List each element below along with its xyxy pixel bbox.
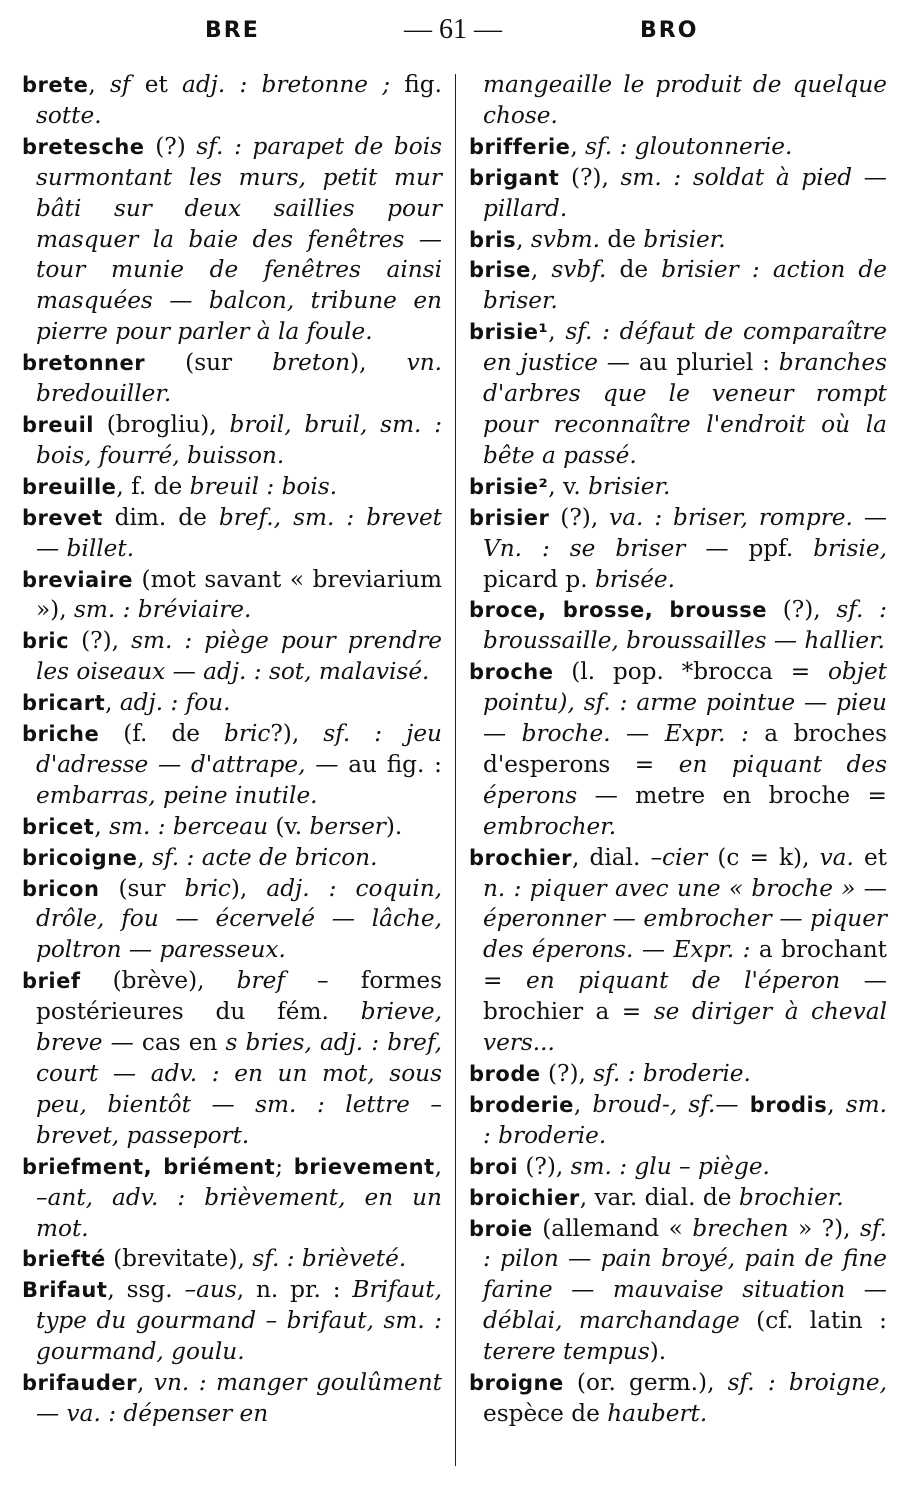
definition-italic: brieve, breve <box>36 998 442 1057</box>
definition-text: (cf. latin : <box>739 1307 887 1335</box>
definition-text: (?), <box>766 596 837 624</box>
right-column <box>469 70 887 1430</box>
headword: brievement <box>293 1154 435 1179</box>
definition-italic: s bries, adj. : bref, court — adv. : en un mot, sous peu, bientôt — sm. : lettre – brevet, passeport. <box>36 1029 442 1149</box>
definition-text: de <box>606 256 662 284</box>
definition-italic: sf. : acte de bricon. <box>152 843 378 871</box>
definition-text: , n. pr. : <box>236 1276 353 1304</box>
definition-text: (brève), <box>80 967 237 995</box>
definition-text: , <box>548 318 566 346</box>
headword: brise <box>469 258 531 283</box>
definition-italic: en piquant de l'éperon <box>526 967 841 995</box>
definition-text: , f. de <box>116 472 190 500</box>
headword: briche <box>22 722 100 747</box>
definition-italic: bref., sm. : brevet — billet. <box>36 503 442 562</box>
definition-italic: broud-, sf. <box>592 1090 716 1118</box>
definition-italic: –ant, adv. : brièvement, en un mot. <box>36 1183 442 1242</box>
definition-text: (mot savant « breviarium »), <box>36 565 442 624</box>
headword: Brifaut <box>22 1278 108 1303</box>
definition-text: , <box>137 843 153 871</box>
headword: brigant <box>469 165 560 190</box>
definition-italic: sf. : broderie. <box>593 1060 751 1087</box>
dictionary-entry-brode <box>469 1059 887 1090</box>
column-divider <box>455 74 456 1466</box>
definition-text: , <box>827 1090 846 1118</box>
definition-text: picard p. <box>483 565 595 593</box>
definition-text: a broches d'esperons = <box>483 720 888 778</box>
dictionary-entry-bricart <box>22 688 442 719</box>
definition-italic: bric <box>224 720 271 748</box>
definition-text: , <box>105 689 120 717</box>
dictionary-entry-brete <box>22 70 442 132</box>
definition-italic: brochier. <box>738 1183 844 1211</box>
definition-italic: haubert. <box>607 1399 708 1427</box>
definition-italic: sf. : broigne, <box>727 1369 887 1397</box>
dictionary-entry-brisie2 <box>469 472 887 503</box>
definition-text: fig. <box>390 71 442 98</box>
dictionary-entry-breuille <box>22 472 442 503</box>
headword: bricoigne <box>22 845 138 870</box>
definition-text: ). <box>385 812 403 840</box>
dictionary-entry-briefment <box>22 1152 442 1245</box>
left-column <box>22 70 442 1430</box>
definition-text: , <box>570 132 586 160</box>
definition-text: au fig. : <box>338 750 442 778</box>
dictionary-entry-cont <box>469 70 887 132</box>
dictionary-entry-brise <box>469 255 887 317</box>
definition-text: dim. de <box>102 503 219 531</box>
dictionary-entry-brisier <box>469 503 887 596</box>
definition-italic: brisie, <box>813 534 887 562</box>
dictionary-entry-brochier <box>469 843 887 1059</box>
definition-text: , <box>136 1369 154 1397</box>
definition-text: (?), <box>540 1060 594 1087</box>
dictionary-entry-broie <box>469 1214 887 1369</box>
definition-text: ). <box>649 1338 667 1366</box>
definition-italic: sf. : gloutonnerie. <box>585 132 793 160</box>
definition-text: (c = k), <box>707 843 820 871</box>
definition-text: » ?), <box>788 1214 860 1242</box>
definition-italic: va. <box>819 843 854 871</box>
definition-italic: svbf. <box>551 256 607 284</box>
definition-italic: –cier <box>650 843 708 871</box>
definition-italic: brisier. <box>588 472 671 500</box>
headword: briefté <box>22 1247 106 1272</box>
headword: broie <box>469 1216 533 1241</box>
definition-italic: sm. : berceau <box>109 812 269 840</box>
definition-text: ; <box>275 1152 294 1180</box>
definition-text: — ppf. <box>685 534 814 562</box>
dictionary-entry-breuil <box>22 410 442 472</box>
definition-text: , ssg. <box>107 1276 185 1304</box>
definition-italic: bric <box>184 874 231 902</box>
definition-text: — brochier a = <box>483 967 887 1026</box>
headword: bretesche <box>22 134 145 159</box>
header-left-guideword: BRE <box>205 18 260 43</box>
definition-text: (l. pop. *brocca = <box>553 658 828 686</box>
definition-text: , <box>94 812 110 840</box>
definition-italic: vn. : manger goulûment — va. : dépenser en <box>36 1369 442 1427</box>
headword: bretonner <box>22 351 146 376</box>
definition-text: , v. <box>548 472 589 500</box>
definition-italic: brisée. <box>594 565 676 593</box>
headword: brochier <box>469 845 573 870</box>
headword: broichier <box>469 1185 580 1210</box>
headword: briefment, briément <box>22 1154 276 1179</box>
definition-text: , <box>573 1090 593 1118</box>
page-header <box>0 14 906 54</box>
definition-italic: adj. : bretonne ; <box>182 71 391 98</box>
definition-italic: breton <box>272 349 351 377</box>
definition-italic: adj. : fou. <box>119 689 231 717</box>
definition-text: ?), <box>270 720 324 748</box>
headword: broce, brosse, brousse <box>469 598 767 623</box>
headword: breuil <box>22 412 94 437</box>
definition-text: , <box>88 71 111 98</box>
dictionary-entry-brisie1 <box>469 317 887 472</box>
definition-italic: bref <box>236 967 285 995</box>
definition-text: (f. de <box>99 720 225 748</box>
dictionary-entry-brevet <box>22 503 442 565</box>
headword: bric <box>22 629 70 654</box>
dictionary-entry-bric <box>22 626 442 688</box>
definition-text: ), <box>350 349 407 377</box>
definition-italic: sm. : broderie. <box>483 1090 887 1149</box>
definition-italic: adj. : coquin, drôle, fou — écervelé — lâche, poltron — paresseux. <box>36 874 442 964</box>
definition-text: a brochant = <box>483 936 887 995</box>
definition-italic: sf. : brièveté. <box>252 1245 407 1273</box>
dictionary-entry-brigant <box>469 163 887 225</box>
dictionary-entry-broigne <box>469 1368 887 1430</box>
definition-text: (v. <box>268 812 310 840</box>
definition-italic: broil, bruil, sm. : bois, fourré, buisson. <box>36 410 443 469</box>
definition-text: (brevitate), <box>105 1245 253 1273</box>
definition-italic: sm. : glu – piège. <box>570 1152 770 1180</box>
definition-italic: svbm. <box>530 225 601 253</box>
dictionary-entry-bretesche <box>22 132 442 348</box>
headword: breviaire <box>22 567 133 592</box>
headword: broigne <box>469 1371 564 1396</box>
definition-italic: berser <box>309 812 386 840</box>
definition-italic: branches d'arbres que le veneur rompt pour reconnaître l'endroit où la bête a passé. <box>483 349 887 469</box>
definition-italic: sotte. <box>36 101 102 129</box>
dictionary-entry-bretonner <box>22 348 442 410</box>
headword: breuille <box>22 474 117 499</box>
definition-italic: breuil : bois. <box>189 472 338 500</box>
dictionary-entry-briche <box>22 719 442 812</box>
definition-text: (?), <box>549 503 610 531</box>
headword: brodis <box>749 1092 828 1117</box>
definition-italic: sf <box>110 71 131 98</box>
definition-text: de <box>600 225 644 253</box>
definition-text: — cas en <box>102 1029 226 1057</box>
definition-text: et <box>853 843 887 871</box>
headword: brifauder <box>22 1371 137 1396</box>
definition-text: (allemand « <box>532 1214 693 1242</box>
definition-text: ), <box>230 874 267 902</box>
dictionary-entry-bricet <box>22 812 442 843</box>
headword: bricet <box>22 814 95 839</box>
dictionary-entry-brifaut <box>22 1275 442 1368</box>
definition-text: — <box>715 1090 750 1118</box>
definition-italic: sm. : piège pour prendre les oiseaux — adj. : sot, malavisé. <box>36 627 443 686</box>
definition-text: – formes postérieures du fém. <box>36 967 442 1026</box>
definition-text: , var. dial. de <box>579 1183 739 1211</box>
headword: brief <box>22 969 81 994</box>
dictionary-entry-broi <box>469 1152 887 1183</box>
headword: broi <box>469 1154 519 1179</box>
definition-italic: embrocher. <box>483 812 617 840</box>
definition-italic: sf. : pilon — pain broyé, pain de fine farine — mauvaise situation — déblai, marchandage <box>483 1214 887 1335</box>
headword: brode <box>469 1062 541 1086</box>
definition-italic: va. : briser, rompre. — Vn. : se briser <box>483 503 888 562</box>
headword: bricart <box>22 691 106 716</box>
headword: broderie <box>469 1092 574 1117</box>
definition-italic: embarras, peine inutile. <box>36 781 318 809</box>
definition-italic: brisier : action de briser. <box>483 256 887 315</box>
definition-italic: terere tempus <box>483 1338 650 1366</box>
dictionary-entry-broche <box>469 657 887 842</box>
definition-italic: sf. : parapet de bois surmontant les murs, petit mur bâti sur deux saillies pour masquer la baie des fenêtres — tour munie de fenêtres ainsi masquées — balcon, tribune en pierre pour parler à la foule. <box>36 132 443 346</box>
definition-italic: sf. : broussaille, broussailles — hallier. <box>483 596 887 655</box>
headword: brete <box>22 73 89 97</box>
definition-text: , <box>530 256 552 284</box>
dictionary-entry-brief <box>22 966 442 1151</box>
definition-italic: –aus <box>184 1276 237 1304</box>
dictionary-entry-broce <box>469 595 887 657</box>
headword: brevet <box>22 505 103 530</box>
definition-italic: se diriger à cheval vers... <box>483 998 887 1057</box>
dictionary-entry-briefte <box>22 1244 442 1275</box>
dictionary-entry-brifferie <box>469 132 887 163</box>
definition-italic: objet pointu), sf. : arme pointue — pieu — broche. — Expr. : <box>483 658 887 748</box>
dictionary-entry-bricoigne <box>22 843 442 874</box>
dictionary-entry-bricon <box>22 874 442 967</box>
definition-text: (sur <box>145 349 273 377</box>
headword: brifferie <box>469 134 571 159</box>
definition-text: et <box>130 71 183 98</box>
definition-text: (sur <box>99 874 185 902</box>
header-right-guideword: BRO <box>640 18 699 43</box>
definition-text: (?), <box>559 163 621 191</box>
definition-italic: sf. : défaut de comparaître en justice <box>483 318 887 377</box>
definition-italic: brechen <box>692 1214 789 1242</box>
dictionary-entry-bris <box>469 225 887 256</box>
dictionary-entry-broichier <box>469 1183 887 1214</box>
definition-text: — au pluriel : <box>597 349 779 377</box>
definition-text: (or. germ.), <box>563 1369 728 1397</box>
definition-italic: vn. bredouiller. <box>36 349 442 408</box>
definition-text: (?) <box>144 132 197 160</box>
definition-text: (brogliu), <box>93 410 230 438</box>
definition-italic: mangeaille le produit de quelque chose. <box>483 71 887 129</box>
definition-italic: n. : piquer avec une « broche » — éperonner — embrocher — piquer des éperons. — Expr. : <box>483 874 887 964</box>
dictionary-entry-brifauder <box>22 1368 442 1430</box>
definition-italic: sf. : jeu d'adresse — d'attrape, — <box>36 720 442 778</box>
definition-text: (?), <box>69 627 132 655</box>
headword: brisier <box>469 505 550 530</box>
definition-text: (?), <box>518 1152 571 1180</box>
definition-text: , dial. <box>572 843 651 871</box>
definition-italic: brisier. <box>643 225 726 253</box>
dictionary-entry-broderie <box>469 1090 887 1152</box>
definition-text: — metre en broche = <box>577 781 887 809</box>
headword: broche <box>469 660 554 685</box>
headword: brisie¹ <box>469 320 549 345</box>
dictionary-entry-breviaire <box>22 565 442 627</box>
definition-italic: en piquant des éperons <box>483 750 887 809</box>
definition-text: , <box>434 1152 442 1180</box>
headword: brisie² <box>469 474 549 499</box>
page-number: — 61 — <box>404 14 502 45</box>
definition-text: , <box>516 225 531 253</box>
definition-text: espèce de <box>483 1399 608 1427</box>
definition-italic: sm. : soldat à pied — pillard. <box>483 163 887 222</box>
headword: bris <box>469 227 517 252</box>
definition-italic: sm. : bréviaire. <box>73 596 252 624</box>
headword: bricon <box>22 876 100 901</box>
definition-italic: Brifaut, type du gourmand – brifaut, sm. : gourmand, goulu. <box>36 1276 442 1366</box>
